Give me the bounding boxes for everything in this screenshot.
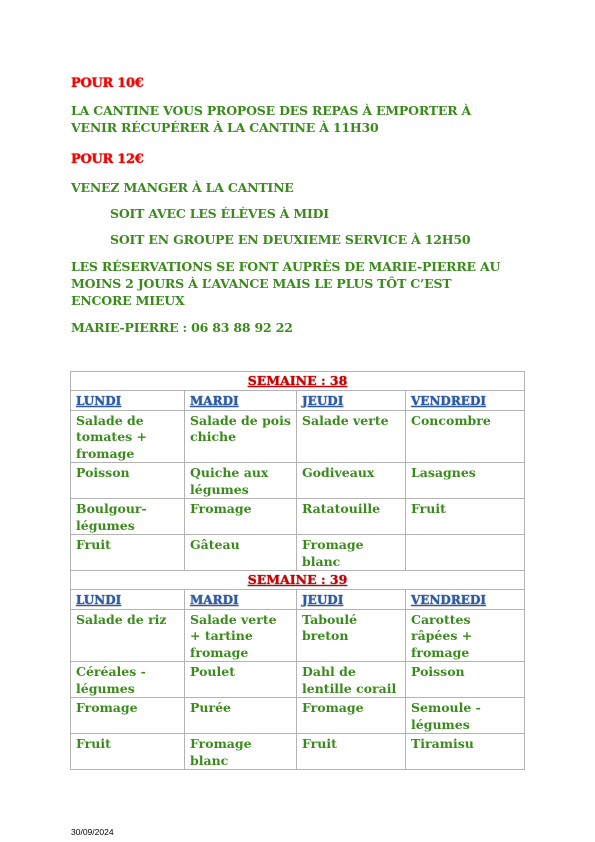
menu-cell: Quiche aux légumes [185,463,297,499]
menu-cell: Fromage blanc [297,535,406,571]
menu-row [71,463,525,499]
menu-cell: Poisson [406,662,525,698]
day-header-vendredi: VENDREDI [406,589,525,609]
menu-cell: Salade verte + tartine fromage [185,609,297,662]
day-header-vendredi: VENDREDI [406,390,525,410]
menu-cell: Salade verte [297,410,406,463]
heading-10-euros: POUR 10€ [71,76,144,91]
menu-cell: Céréales - légumes [71,662,185,698]
menu-row [71,609,525,662]
menu-cell: Fromage [71,698,185,734]
menu-row [71,734,525,770]
menu-cell: Fruit [406,499,525,535]
menu-cell: Boulgour-légumes [71,499,185,535]
menu-cell: Poisson [71,463,185,499]
week-header-row [71,372,525,391]
menu-cell: Fromage blanc [185,734,297,770]
menu-cell: Fruit [297,734,406,770]
footer-date: 30/09/2024 [71,827,114,837]
option-second-service: SOIT EN GROUPE EN DEUXIEME SERVICE À 12H50 [110,232,471,247]
menu-cell: Tiramisu [406,734,525,770]
menu-row [71,662,525,698]
day-header-lundi: LUNDI [71,390,185,410]
day-header-row [71,390,525,410]
day-header-jeudi: JEUDI [297,589,406,609]
menu-cell: Concombre [406,410,525,463]
menu-cell: Salade de riz [71,609,185,662]
menu-row [71,410,525,463]
menu-cell: Salade de pois chiche [185,410,297,463]
option-with-students: SOIT AVEC LES ÉLÈVES À MIDI [110,206,329,221]
takeaway-text: LA CANTINE VOUS PROPOSE DES REPAS À EMPORTER À VENIR RÉCUPÉRER À LA CANTINE À 11H30 [71,103,472,135]
menu-cell: Lasagnes [406,463,525,499]
contact-phone: MARIE-PIERRE : 06 83 88 92 22 [71,320,293,335]
menu-row [71,499,525,535]
menu-cell: Semoule - légumes [406,698,525,734]
day-header-mardi: MARDI [185,589,297,609]
menu-row [71,535,525,571]
menu-cell: Dahl de lentille corail [297,662,406,698]
day-header-lundi: LUNDI [71,589,185,609]
menu-cell: Taboulé breton [297,609,406,662]
menu-cell: Purée [185,698,297,734]
menu-table [70,371,525,770]
menu-cell: Salade de tomates + fromage [71,410,185,463]
menu-cell: Godiveaux [297,463,406,499]
menu-row [71,698,525,734]
week-title: SEMAINE : 38 [71,372,525,391]
menu-cell: Gâteau [185,535,297,571]
dine-in-text: VENEZ MANGER À LA CANTINE [71,180,294,195]
reservation-text: LES RÉSERVATIONS SE FONT AUPRÈS DE MARIE-PIERRE AU MOINS 2 JOURS À L’AVANCE MAIS LE PLUS TÔT C’EST ENCORE MIEUX [71,259,501,308]
heading-12-euros: POUR 12€ [71,152,144,167]
day-header-mardi: MARDI [185,390,297,410]
menu-cell [406,535,525,571]
week-header-row [71,571,525,590]
menu-cell: Ratatouille [297,499,406,535]
menu-cell: Fruit [71,535,185,571]
menu-cell: Fromage [297,698,406,734]
week-title: SEMAINE : 39 [71,571,525,590]
menu-cell: Fromage [185,499,297,535]
menu-cell: Poulet [185,662,297,698]
menu-cell: Carottes râpées + fromage [406,609,525,662]
menu-cell: Fruit [71,734,185,770]
day-header-jeudi: JEUDI [297,390,406,410]
day-header-row [71,589,525,609]
